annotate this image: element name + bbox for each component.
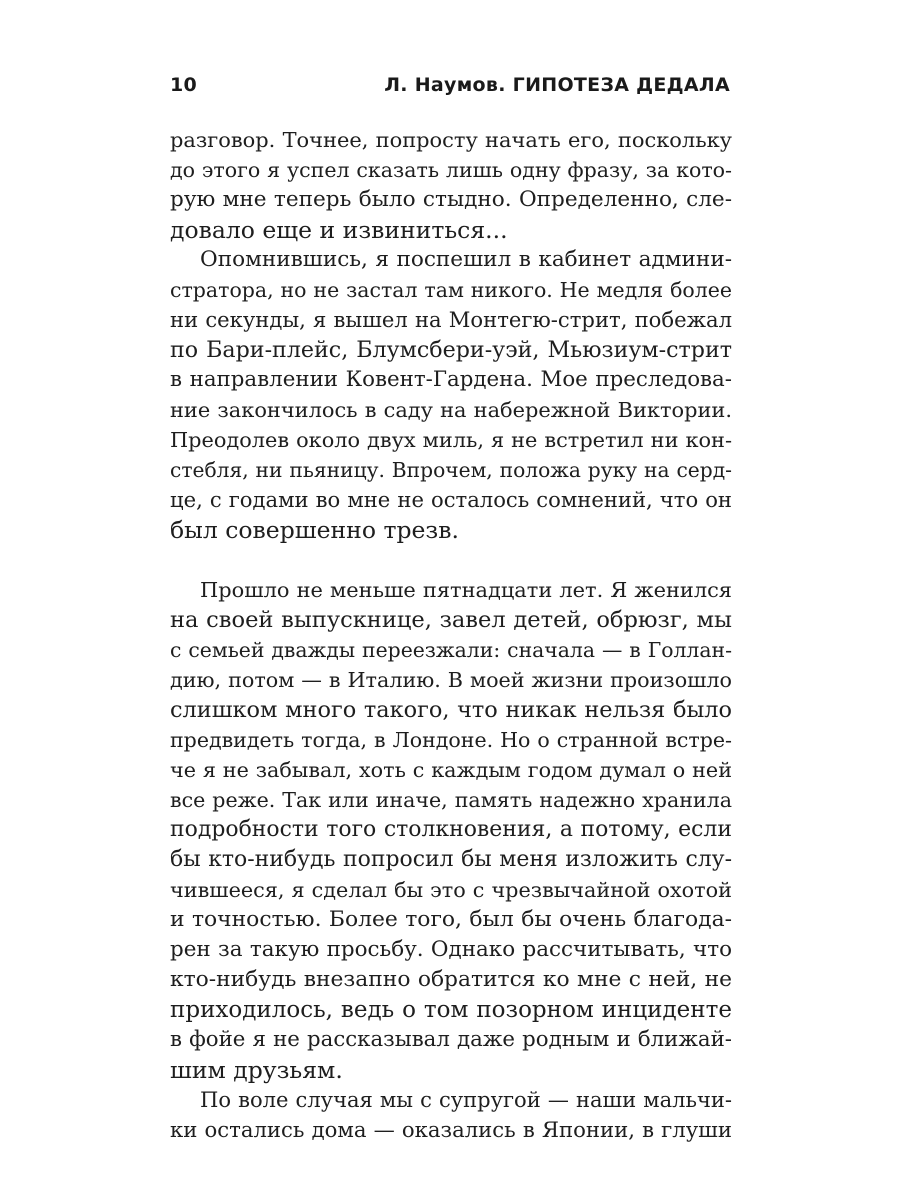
text-line: ни секунды, я вышел на Монтегю-стрит, побежал [170,307,732,332]
text-line: все реже. Так или иначе, память надежно хранила [170,788,732,812]
text-line: стратора, но не застал там никого. Не медля более [170,278,732,302]
body-text [170,125,732,1145]
text-line: дию, потом — в Италию. В моей жизни произошло [170,668,732,692]
text-line: Преодолев около двух миль, я не встретил ни кон- [170,428,732,452]
paragraph [170,245,732,545]
running-title: Л. Наумов. ГИПОТЕЗА ДЕДАЛА [384,74,730,96]
text-line: це, с годами во мне не осталось сомнений, что он [170,487,732,512]
text-line: стебля, ни пьяницу. Впрочем, положа руку на серд- [170,458,732,482]
text-line: чившееся, я сделал бы это с чрезвычайной охотой [170,878,732,902]
text-line: в фойе я не рассказывал даже родным и ближай- [170,1027,732,1052]
running-header [170,74,730,104]
text-line: по Бари-плейс, Блумсбери-уэй, Мьюзиум-стрит [170,337,732,363]
page-number: 10 [170,74,198,96]
text-line: ние закончилось в саду на набережной Виктории. [170,398,732,422]
paragraph [170,125,732,245]
text-line: Опомнившись, я поспешил в кабинет админи- [200,247,732,272]
text-line: рен за такую просьбу. Однако рассчитывать, что [170,937,732,962]
text-line: кто-нибудь внезапно обратится ко мне с ней, не [170,967,732,992]
text-line: был совершенно трезв. [170,516,459,544]
text-line: в направлении Ковент-Гардена. Мое преследова- [170,367,732,392]
text-line: приходилось, ведь о том позорном инциденте [170,997,732,1023]
text-line: до этого я успел сказать лишь одну фразу, за кото- [170,158,732,182]
text-line: шим друзьям. [170,1056,343,1084]
text-line: Прошло не меньше пятнадцати лет. Я женился [200,578,732,602]
paragraph [170,1085,732,1145]
text-line: че я не забывал, хоть с каждым годом думал о ней [170,758,732,782]
text-line: ки остались дома — оказались в Японии, в глуши [170,1117,732,1142]
text-line: бы кто-нибудь попросил бы меня изложить слу- [170,847,732,872]
text-line: рую мне теперь было стыдно. Определенно, сле- [170,187,732,212]
text-line: и точностью. Более того, был бы очень благода- [170,907,732,932]
text-line: слишком много такого, что никак нельзя было [170,697,732,723]
text-line: на своей выпускнице, завел детей, обрюзг, мы [170,607,732,633]
text-line: предвидеть тогда, в Лондоне. Но о странной встре- [170,728,732,752]
text-line: подробности того столкновения, а потому, если [170,817,732,842]
text-line: довало еще и извиниться... [170,216,508,244]
text-line: с семьей дважды переезжали: сначала — в Голлан- [170,638,732,662]
section-break [170,545,732,575]
text-line: разговор. Точнее, попросту начать его, поскольку [170,128,732,152]
text-line: По воле случая мы с супругой — наши мальчи- [200,1087,732,1112]
paragraph [170,575,732,1085]
